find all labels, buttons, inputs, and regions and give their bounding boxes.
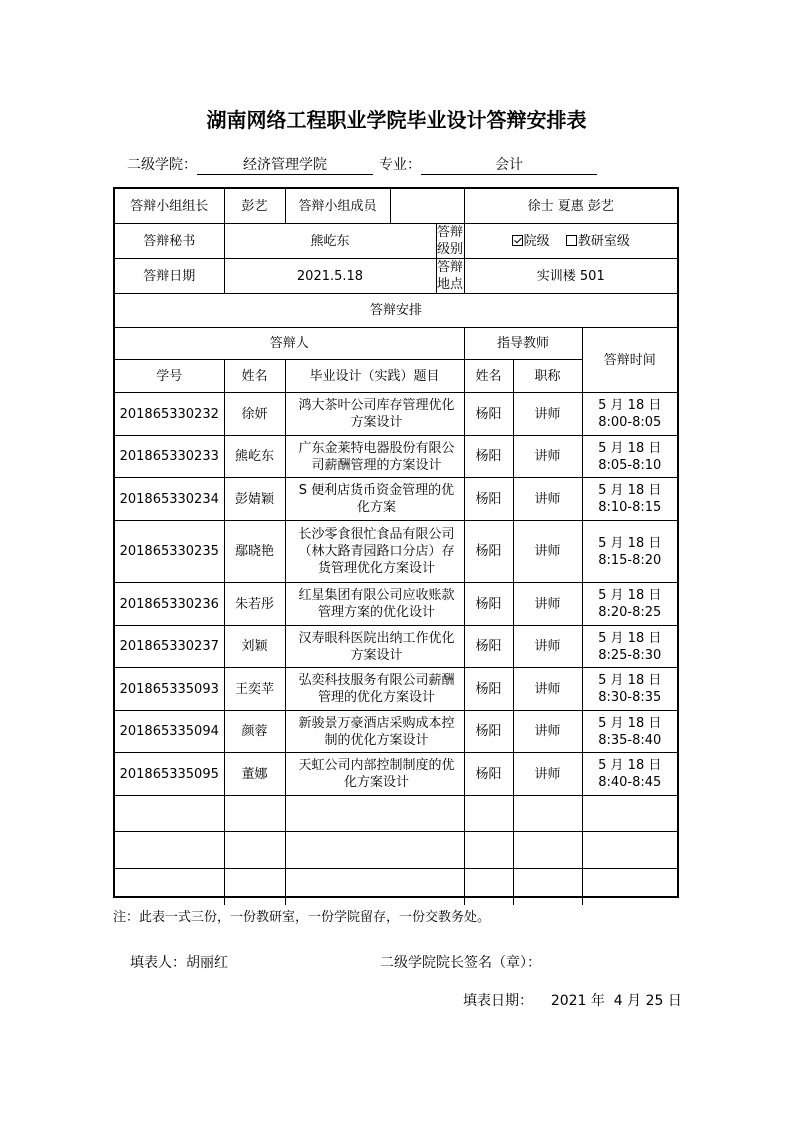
advisor-name: 杨阳 <box>464 668 513 711</box>
table-row <box>115 626 677 668</box>
advisor-title: 讲师 <box>513 393 582 436</box>
advisor-title: 讲师 <box>513 753 582 796</box>
unchecked-box-icon <box>566 235 577 246</box>
empty-row <box>115 869 677 905</box>
date-label: 答辩日期 <box>115 259 224 294</box>
defense-time <box>582 393 677 436</box>
defense-date: 5 月 18 日 <box>598 588 662 603</box>
defense-date: 5 月 18 日 <box>598 535 662 551</box>
advisor-title: 讲师 <box>513 668 582 711</box>
topic: 新骏景万豪酒店采购成本控制的优化方案设计 <box>285 711 464 753</box>
advisor-title: 讲师 <box>513 583 582 626</box>
defense-date: 5 月 18 日 <box>598 758 662 773</box>
table-row <box>115 583 677 626</box>
members-value: 徐士 夏惠 彭艺 <box>464 189 677 224</box>
level-value <box>464 224 677 259</box>
defense-time <box>582 668 677 711</box>
defense-date: 5 月 18 日 <box>598 440 662 456</box>
defense-time <box>582 711 677 753</box>
empty-cell <box>513 796 582 832</box>
level-label: 答辩级别 <box>436 225 463 257</box>
filler-line <box>130 952 228 972</box>
student-id: 201865330236 <box>115 583 224 626</box>
advisor-title: 讲师 <box>513 521 582 583</box>
defense-slot: 8:30-8:35 <box>598 690 662 705</box>
student-id: 201865330234 <box>115 478 224 521</box>
empty-cell <box>115 869 224 905</box>
topic: 弘奕科技服务有限公司薪酬管理的优化方案设计 <box>285 668 464 711</box>
college-major-line <box>127 154 597 175</box>
time-header: 答辩时间 <box>582 328 677 393</box>
advisor-group-header: 指导教师 <box>464 328 582 360</box>
defense-date: 5 月 18 日 <box>598 673 662 688</box>
student-id: 201865335095 <box>115 753 224 796</box>
defense-time <box>582 521 677 583</box>
topic: S 便利店货币资金管理的优化方案 <box>285 478 464 521</box>
student-id: 201865335093 <box>115 668 224 711</box>
student-name: 朱若彤 <box>224 583 285 626</box>
student-id: 201865335094 <box>115 711 224 753</box>
fill-date-label: 填表日期： <box>463 993 533 1009</box>
major-label: 专业： <box>379 157 421 173</box>
topic: 鸿大茶叶公司库存管理优化方案设计 <box>285 393 464 436</box>
topic: 天虹公司内部控制制度的优化方案设计 <box>285 753 464 796</box>
empty-cell <box>224 869 285 905</box>
student-name: 董娜 <box>224 753 285 796</box>
table-row <box>115 711 677 753</box>
table-row <box>115 393 677 436</box>
leader-value: 彭艺 <box>224 189 285 224</box>
secretary-cell <box>224 224 464 259</box>
defense-date: 5 月 18 日 <box>598 398 662 413</box>
topic: 汉寿眼科医院出纳工作优化方案设计 <box>285 626 464 668</box>
id-header: 学号 <box>115 360 224 393</box>
empty-cell <box>582 796 677 832</box>
defense-date: 5 月 18 日 <box>598 630 662 646</box>
secretary-value: 熊屹东 <box>310 233 350 249</box>
members-label: 答辩小组成员 <box>286 189 391 223</box>
advisor-name: 杨阳 <box>464 478 513 521</box>
advisor-name: 杨阳 <box>464 521 513 583</box>
student-name: 鄢晓艳 <box>224 521 285 583</box>
student-name: 王奕苹 <box>224 668 285 711</box>
topic: 广东金莱特电器股份有限公司薪酬管理的方案设计 <box>285 436 464 478</box>
student-id: 201865330235 <box>115 521 224 583</box>
empty-cell <box>513 832 582 869</box>
table-row <box>115 668 677 711</box>
topic-header: 毕业设计（实践）题目 <box>285 360 464 393</box>
empty-cell <box>582 832 677 869</box>
advisor-name-header: 姓名 <box>464 360 513 393</box>
defense-slot: 8:20-8:25 <box>598 605 662 620</box>
empty-cell <box>285 796 464 832</box>
empty-cell <box>285 832 464 869</box>
defense-date: 5 月 18 日 <box>598 483 662 498</box>
defense-slot: 8:15-8:20 <box>598 552 662 568</box>
advisor-name: 杨阳 <box>464 436 513 478</box>
filler-name: 胡丽红 <box>186 955 228 971</box>
college-value: 经济管理学院 <box>197 156 373 175</box>
defense-time <box>582 626 677 668</box>
advisor-name: 杨阳 <box>464 753 513 796</box>
table-row <box>115 521 677 583</box>
empty-row <box>115 796 677 832</box>
date-value: 2021.5.18 <box>296 268 364 284</box>
advisor-name: 杨阳 <box>464 583 513 626</box>
student-id: 201865330233 <box>115 436 224 478</box>
empty-cell <box>582 869 677 905</box>
leader-label: 答辩小组组长 <box>115 189 224 224</box>
topic: 红星集团有限公司应收账款管理方案的优化设计 <box>285 583 464 626</box>
student-name: 颜蓉 <box>224 711 285 753</box>
fill-date-value: 2021 年 4 月 25 日 <box>550 993 682 1009</box>
student-id: 201865330232 <box>115 393 224 436</box>
defense-time <box>582 478 677 521</box>
advisor-title: 讲师 <box>513 626 582 668</box>
place-value: 实训楼 501 <box>464 259 677 294</box>
table-row <box>115 478 677 521</box>
filler-label: 填表人： <box>130 955 186 971</box>
empty-cell <box>464 869 513 905</box>
empty-cell <box>513 869 582 905</box>
student-name: 彭婧颖 <box>224 478 285 521</box>
footnote: 注：此表一式三份，一份教研室，一份学院留存，一份交教务处。 <box>113 910 491 925</box>
secretary-label: 答辩秘书 <box>115 224 224 259</box>
empty-cell <box>115 832 224 869</box>
place-label: 答辩地点 <box>436 260 463 292</box>
student-name: 熊屹东 <box>224 436 285 478</box>
empty-cell <box>115 796 224 832</box>
advisor-name: 杨阳 <box>464 626 513 668</box>
advisor-name: 杨阳 <box>464 393 513 436</box>
signature-label: 二级学院院长签名（章）： <box>380 955 541 971</box>
defense-slot: 8:05-8:10 <box>598 457 662 473</box>
advisor-title: 讲师 <box>513 436 582 478</box>
document-title: 湖南网络工程职业学院毕业设计答辩安排表 <box>206 108 587 132</box>
defense-slot: 8:10-8:15 <box>598 500 662 515</box>
advisor-title: 讲师 <box>513 711 582 753</box>
level-option-college: 院级 <box>523 233 550 249</box>
empty-cell <box>464 796 513 832</box>
date-cell <box>224 259 464 294</box>
student-name: 刘颖 <box>224 626 285 668</box>
defense-slot: 8:25-8:30 <box>598 647 662 663</box>
defense-time <box>582 583 677 626</box>
advisor-title-header: 职称 <box>513 360 582 393</box>
fill-date-line <box>463 990 682 1010</box>
defense-slot: 8:35-8:40 <box>598 732 662 748</box>
empty-cell <box>464 832 513 869</box>
student-name: 徐妍 <box>224 393 285 436</box>
table-row <box>115 436 677 478</box>
defense-slot: 8:40-8:45 <box>598 775 662 790</box>
empty-cell <box>285 869 464 905</box>
empty-cell <box>224 832 285 869</box>
defense-schedule-table <box>115 189 677 905</box>
defense-date: 5 月 18 日 <box>598 715 662 731</box>
topic: 长沙零食很忙食品有限公司（林大路青园路口分店）存货管理优化方案设计 <box>285 521 464 583</box>
advisor-name: 杨阳 <box>464 711 513 753</box>
empty-row <box>115 832 677 869</box>
members-cell <box>285 189 464 224</box>
name-header: 姓名 <box>224 360 285 393</box>
level-option-department: 教研室级 <box>577 233 630 249</box>
checked-box-icon <box>512 235 523 246</box>
defense-time <box>582 753 677 796</box>
college-label: 二级学院： <box>127 157 197 173</box>
defense-slot: 8:00-8:05 <box>598 415 662 430</box>
major-value: 会计 <box>421 156 597 175</box>
section-title: 答辩安排 <box>115 294 677 328</box>
table-row <box>115 753 677 796</box>
empty-cell <box>224 796 285 832</box>
advisor-title: 讲师 <box>513 478 582 521</box>
defense-time <box>582 436 677 478</box>
student-group-header: 答辩人 <box>115 328 464 360</box>
student-id: 201865330237 <box>115 626 224 668</box>
